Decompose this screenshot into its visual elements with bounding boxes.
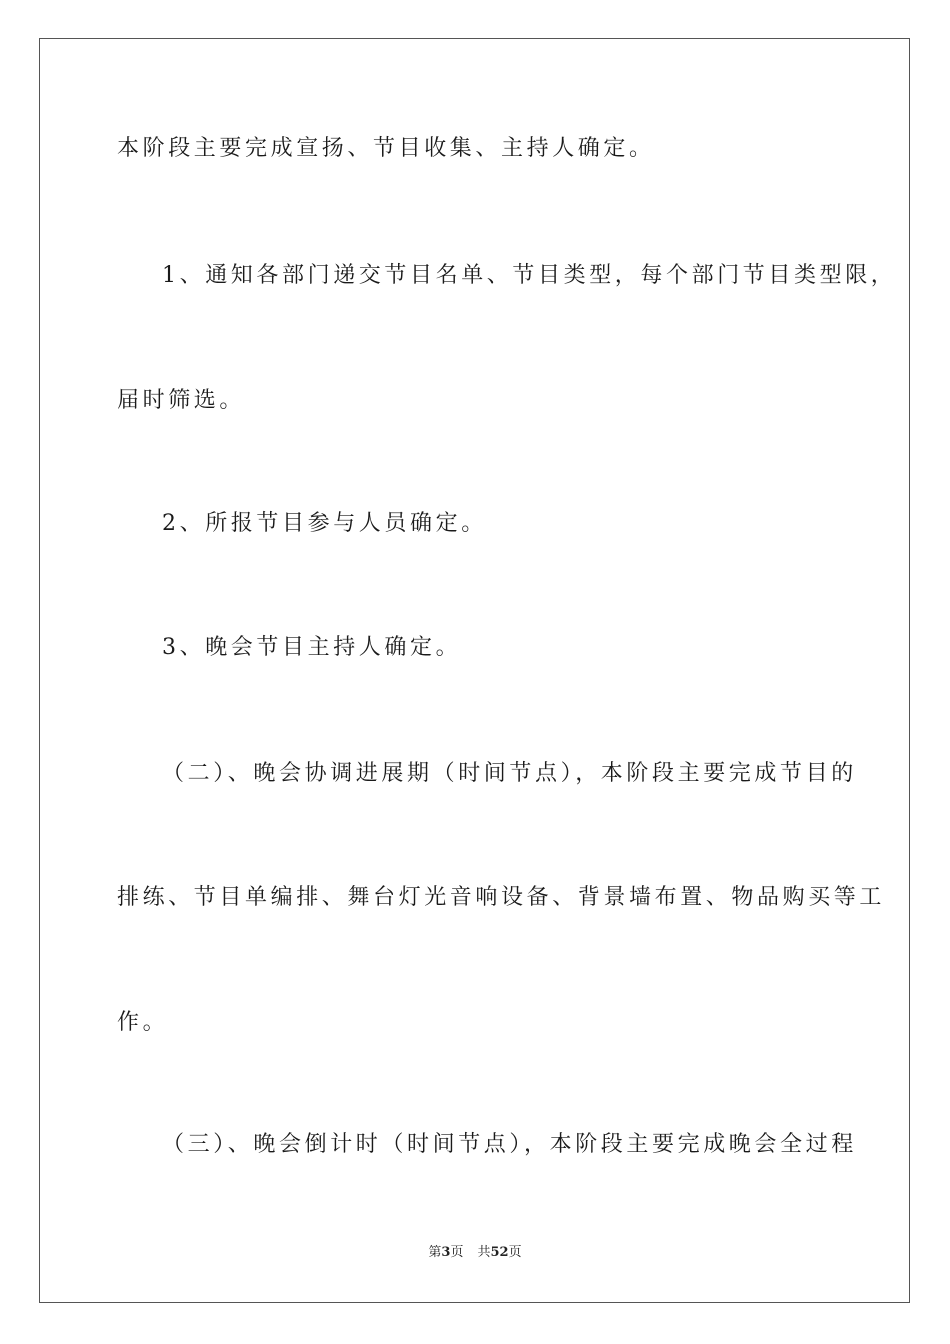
page-border <box>39 38 910 1303</box>
paragraph-line-4: 2、所报节目参与人员确定。 <box>162 511 487 536</box>
page-footer <box>0 1244 950 1262</box>
page-prefix: 第 <box>428 1245 442 1260</box>
paragraph-line-9: （三）、晚会倒计时（时间节点），本阶段主要完成晚会全过程 <box>162 1132 857 1157</box>
paragraph-line-7: 排练、节目单编排、舞台灯光音响设备、背景墙布置、物品购买等工 <box>117 885 886 910</box>
total-prefix: 共 <box>477 1245 491 1260</box>
paragraph-line-8: 作。 <box>117 1010 169 1035</box>
page-suffix: 页 <box>450 1245 464 1260</box>
paragraph-line-1: 本阶段主要完成宣扬、节目收集、主持人确定。 <box>117 136 655 161</box>
total-pages: 52 <box>490 1245 509 1260</box>
paragraph-line-6: （二）、晚会协调进展期（时间节点），本阶段主要完成节目的 <box>162 761 857 786</box>
paragraph-line-5: 3、晚会节目主持人确定。 <box>162 635 462 660</box>
total-suffix: 页 <box>508 1245 522 1260</box>
paragraph-line-2: 1、通知各部门递交节目名单、节目类型，每个部门节目类型限， <box>162 263 897 288</box>
page-number: 3 <box>441 1245 451 1260</box>
paragraph-line-3: 届时筛选。 <box>117 388 246 413</box>
